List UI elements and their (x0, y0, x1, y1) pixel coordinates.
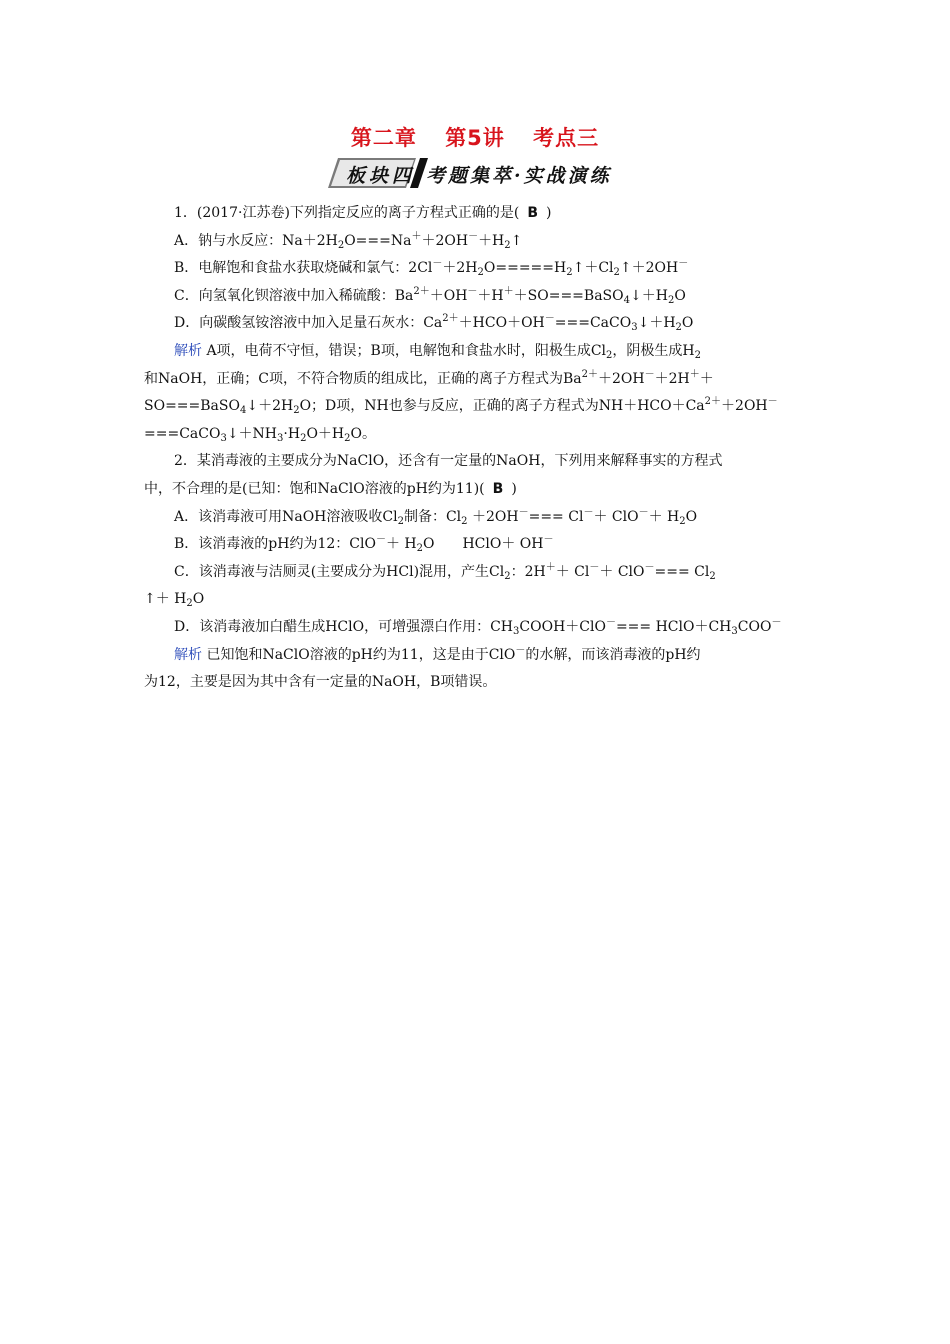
q1-answer: B (527, 205, 539, 221)
q2-option-c-line-1: C．该消毒液与洁厕灵(主要成分为HCl)混用，产生$Cl_2$：$2H^++ Cl^-+ ClO^-=== Cl_2$ (174, 561, 716, 582)
a1-line-4: $===CaCO_3↓+NH_3\cdot H_2O+H_2O$。 (144, 425, 376, 444)
page-title (0, 122, 950, 152)
banner-left-label: 板块四 (346, 165, 416, 187)
q2-option-a: A．该消毒液可用NaOH溶液吸收$Cl_2$制备：$Cl_2 +2OH^-=== Cl^-+ ClO^-+ H_2O$ (174, 506, 698, 527)
a2-line-2: 为12，主要是因为其中含有一定量的NaOH，B项错误。 (144, 674, 497, 691)
section-banner (328, 158, 650, 188)
q2-stem-line-2: 中，不合理的是(已知：饱和NaClO溶液的pH约为11)( B ) (144, 480, 517, 497)
q1-option-b: B．电解饱和食盐水获取烧碱和氯气：$2Cl^-+2H_2O=====H_2↑+Cl_2↑+2OH^-$ (174, 258, 689, 279)
q1-option-d: D．向碳酸氢铵溶液中加入足量石灰水：$Ca^{2+}+HCO+OH^-===CaCO_3↓+H_2O$ (174, 313, 694, 334)
analysis-tag: 解析 (174, 646, 202, 663)
lecture-label: 第5讲 (445, 126, 505, 150)
q2-answer: B (492, 480, 504, 497)
q2-stem-line-1: 2．某消毒液的主要成分为NaClO，还含有一定量的NaOH，下列用来解释事实的方程式 (174, 453, 723, 470)
a1-line-1: 解析 A项，电荷不守恒，错误；B项，电解饱和食盐水时，阳极生成$Cl_2$，阴极生成$H_2$ (174, 342, 702, 361)
q1-stem: 1．(2017·江苏卷)下列指定反应的离子方程式正确的是( B ) (174, 205, 552, 221)
q2-option-c-line-2: ↑＋ $H_2O$ (144, 591, 205, 610)
q2-option-b: B．该消毒液的pH约为12：$ClO^-+ H_2O$ HClO＋ OH－ (174, 534, 554, 555)
a1-line-3: $SO===BaSO_4↓+2H_2O$；D项，NH也参与反应，正确的离子方程式为$NH+HCO+Ca^{2+}+2OH^-$ (144, 396, 778, 417)
q2-option-d: D．该消毒液加白醋生成HClO，可增强漂白作用：$CH_3COOH+ClO^-===$ $HClO+CH_3COO^-$ (174, 616, 782, 637)
a2-line-1: 解析 已知饱和NaClO溶液的pH约为11，这是由于ClO－的水解，而该消毒液的pH约 (174, 644, 701, 663)
point-label: 考点三 (533, 126, 600, 150)
a1-line-2: 和NaOH，正确；C项，不符合物质的组成比，正确的离子方程式为$Ba^{2+}+2OH^-+2H^++$ (144, 368, 714, 387)
q1-option-c: C．向氢氧化钡溶液中加入稀硫酸：$Ba^{2+}+OH^-+H^++SO===BaSO_4↓+H_2O$ (174, 285, 686, 306)
analysis-tag: 解析 (174, 342, 202, 359)
q1-option-a: A．钠与水反应：$Na+2H_2O===Na^++2OH^-+H_2↑$ (174, 230, 523, 251)
question-content (144, 200, 808, 697)
chapter-label: 第二章 (350, 126, 417, 150)
banner-right-label: 考题集萃·实战演练 (426, 165, 612, 187)
